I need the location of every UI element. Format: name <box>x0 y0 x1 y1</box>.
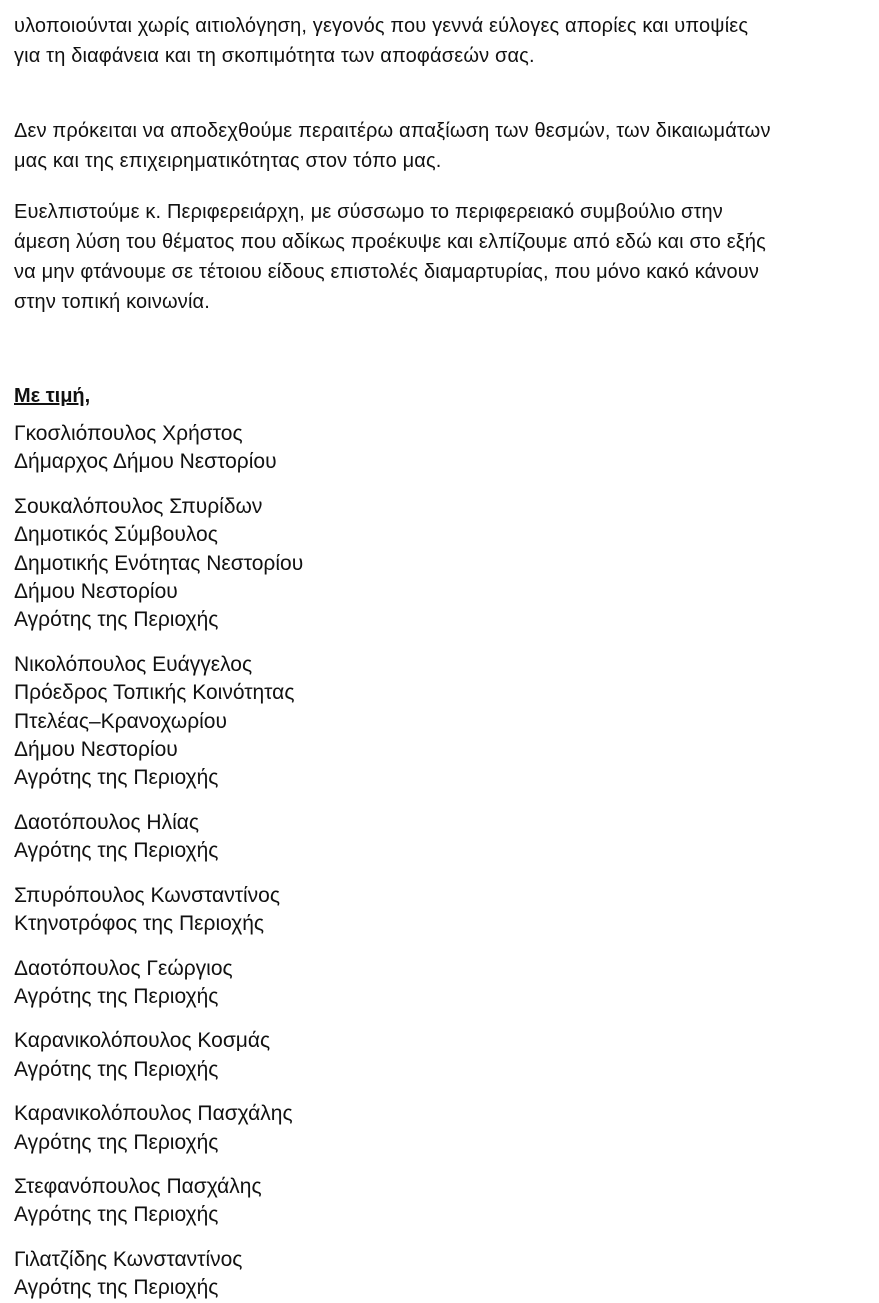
signatory-title: Πρόεδρος Τοπικής Κοινότητας <box>14 681 295 705</box>
signatory-title: Δημοτικός Σύμβουλος <box>14 523 218 547</box>
signatory-name: Σπυρόπουλος Κωνσταντίνος <box>14 883 280 907</box>
signatory-title: Αγρότης της Περιοχής <box>14 839 219 863</box>
paragraph-line: να μην φτάνουμε σε τέτοιου είδους επιστολές διαμαρτυρίας, που μόνο κακό κάνουν <box>14 261 759 283</box>
paragraph-line: για τη διαφάνεια και τη σκοπιμότητα των αποφάσεών σας. <box>14 45 535 67</box>
paragraph-line: υλοποιούνται χωρίς αιτιολόγηση, γεγονός που γεννά εύλογες απορίες και υποψίες <box>14 15 749 37</box>
signatory-name: Γκοσλιόπουλος Χρήστος <box>14 422 243 445</box>
signatory-title: Δήμου Νεστορίου <box>14 580 178 604</box>
signatory-title: Αγρότης της Περιοχής <box>14 766 219 790</box>
signatory-title: Δήμαρχος Δήμου Νεστορίου <box>14 450 277 474</box>
signatory-title: Αγρότης της Περιοχής <box>14 1130 219 1154</box>
signatory-name: Νικολόπουλος Ευάγγελος <box>14 652 253 676</box>
signatory-name: Στεφανόπουλος Πασχάλης <box>14 1174 262 1198</box>
signatories-list <box>14 420 865 1303</box>
paragraph-line: άμεση λύση του θέματος που αδίκως προέκυψε και ελπίζουμε από εδώ και στο εξής <box>14 231 766 253</box>
signatory-title: Αγρότης της Περιοχής <box>14 608 219 632</box>
signatory-title: Δημοτικής Ενότητας Νεστορίου <box>14 551 304 575</box>
signatory-title: Αγρότης της Περιοχής <box>14 1203 219 1227</box>
paragraph-hope <box>14 197 865 317</box>
signatory-title: Αγρότης της Περιοχής <box>14 984 219 1008</box>
signatory-title: Αγρότης της Περιοχής <box>14 1057 219 1081</box>
signatory-block <box>14 493 865 635</box>
signatory-block <box>14 1246 865 1303</box>
signatory-title: Δήμου Νεστορίου <box>14 738 178 762</box>
signatory-block <box>14 420 865 477</box>
paragraph-line: στην τοπική κοινωνία. <box>14 291 210 313</box>
signatory-title: Πτελέας–Κρανοχωρίου <box>14 709 227 733</box>
closing-salutation: Με τιμή, <box>14 385 91 407</box>
signatory-block <box>14 955 865 1012</box>
signatory-title: Κτηνοτρόφος της Περιοχής <box>14 912 265 936</box>
signatory-name: Καρανικολόπουλος Κοσμάς <box>14 1029 271 1053</box>
signatory-block <box>14 809 865 866</box>
signatory-block <box>14 1027 865 1084</box>
signatory-name: Καρανικολόπουλος Πασχάλης <box>14 1102 293 1126</box>
signatory-block <box>14 1173 865 1230</box>
signatory-name: Δαοτόπουλος Γεώργιος <box>14 956 233 980</box>
paragraph-refusal <box>14 116 865 176</box>
signatory-block <box>14 651 865 793</box>
signatory-name: Σουκαλόπουλος Σπυρίδων <box>14 494 263 518</box>
signatory-block <box>14 1100 865 1157</box>
paragraph-line: μας και της επιχειρηματικότητας στον τόπο μας. <box>14 150 442 172</box>
signatory-block <box>14 882 865 939</box>
signatory-title: Αγρότης της Περιοχής <box>14 1276 219 1300</box>
signatory-name: Δαοτόπουλος Ηλίας <box>14 810 199 834</box>
paragraph-transparency <box>14 11 865 71</box>
signatory-name: Γιλατζίδης Κωνσταντίνος <box>14 1247 243 1271</box>
paragraph-line: Ευελπιστούμε κ. Περιφερειάρχη, με σύσσωμο το περιφερειακό συμβούλιο στην <box>14 201 723 223</box>
paragraph-line: Δεν πρόκειται να αποδεχθούμε περαιτέρω απαξίωση των θεσμών, των δικαιωμάτων <box>14 120 771 142</box>
